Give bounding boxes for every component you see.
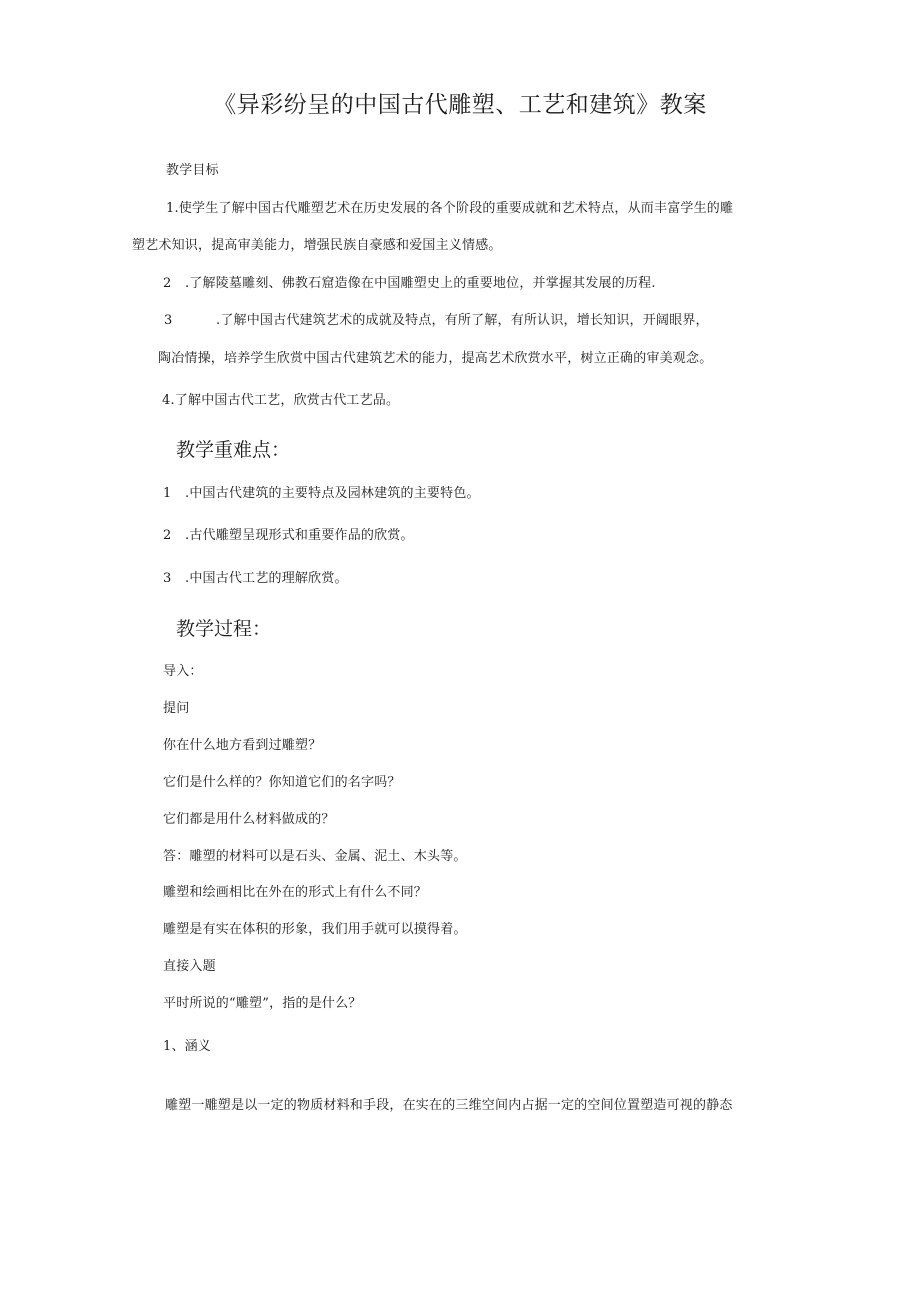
process-line: 它们是什么样的？你知道它们的名字吗？ [163, 775, 401, 790]
objective-item-3-text: .了解中国古代建筑艺术的成就及特点，有所了解，有所认识，增长知识，开阔眼界， [216, 313, 709, 328]
objective-item-3-number: 3 [164, 313, 173, 328]
process-line: 答：雕塑的材料可以是石头、金属、泥土、木头等。 [163, 849, 467, 864]
process-line: 直接入题 [163, 959, 216, 974]
process-line: 导入： [163, 664, 203, 679]
key-point-item-1-number: 1 [163, 486, 172, 501]
objective-item-3-line-2: 陶冶情操，培养学生欣赏中国古代建筑艺术的能力，提高艺术欣赏水平，树立正确的审美观念。 [158, 351, 713, 366]
objectives-heading: 教学目标 [166, 163, 219, 178]
process-line: 平时所说的“雕塑”，指的是什么？ [163, 996, 362, 1011]
key-point-item-3-text: .中国古代工艺的理解欣赏。 [185, 571, 348, 586]
objective-item-2 [163, 277, 656, 290]
key-points-heading: 教学重难点： [176, 439, 291, 461]
process-line: 你在什么地方看到过雕塑？ [163, 738, 322, 753]
process-line: 雕塑和绘画相比在外在的形式上有什么不同？ [163, 885, 428, 900]
objective-item-1-line-1: 1.使学生了解中国古代雕塑艺术在历史发展的各个阶段的重要成就和艺术特点，从而丰富学生的雕 [166, 201, 734, 216]
key-point-item-1 [163, 487, 480, 500]
objective-item-2-number: 2 [163, 276, 172, 291]
key-point-item-1-text: .中国古代建筑的主要特点及园林建筑的主要特色。 [185, 486, 480, 501]
key-point-item-2-text: .古代雕塑呈现形式和重要作品的欣赏。 [185, 528, 414, 543]
key-point-item-2 [163, 529, 414, 542]
key-point-item-3 [163, 572, 348, 585]
key-point-item-3-number: 3 [163, 571, 172, 586]
objective-item-2-text: .了解陵墓雕刻、佛教石窟造像在中国雕塑史上的重要地位，并掌握其发展的历程. [185, 276, 656, 291]
objective-item-4: 4.了解中国古代工艺，欣赏古代工艺品。 [162, 393, 400, 408]
process-line: 1、涵义 [163, 1039, 212, 1054]
key-point-item-2-number: 2 [163, 528, 172, 543]
objective-item-3 [164, 314, 709, 327]
process-final-line: 雕塑一雕塑是以一定的物质材料和手段，在实在的三维空间内占据一定的空间位置塑造可视的静态 [165, 1098, 733, 1113]
document-title: 《异彩纷呈的中国古代雕塑、工艺和建筑》教案 [213, 92, 707, 118]
process-line: 它们都是用什么材料做成的？ [163, 812, 335, 827]
process-heading: 教学过程： [176, 618, 272, 640]
process-line: 提问 [163, 701, 190, 716]
objective-item-1-line-2: 塑艺术知识，提高审美能力，增强民族自豪感和爱国主义情感。 [132, 238, 502, 253]
process-line: 雕塑是有实在体积的形象，我们用手就可以摸得着。 [163, 922, 467, 937]
